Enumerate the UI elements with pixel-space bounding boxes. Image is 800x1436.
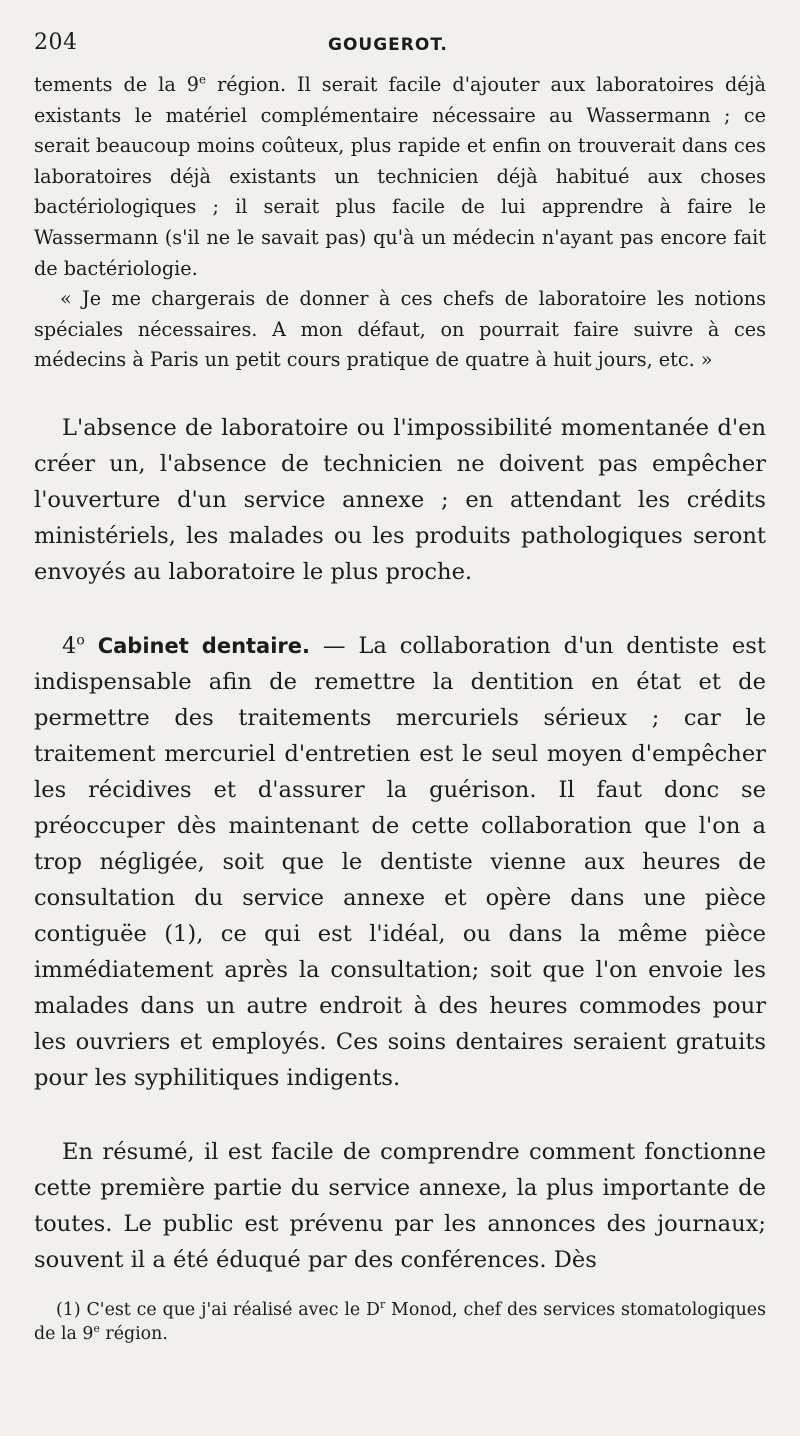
section-heading: Cabinet dentaire. [97, 633, 310, 658]
footnote-text: Monod, chef des services stomatologiques de la 9 [34, 1299, 766, 1344]
book-page [34, 30, 766, 1346]
section-text: , ce qui est l'idéal, ou dans la même pièce immédiatement après la consultation; soit que l'on envoie les malades dans un autre endroit à des heures commodes pour les ouvriers et employés. Ces soins dentaires seraient gratuits pour les syphilitiques indigents. [34, 920, 766, 1091]
paragraph-continuation [34, 70, 766, 284]
paragraph-text: tements de la 9 [34, 73, 200, 96]
footnote-sup: r [380, 1298, 386, 1312]
footnote-sup: e [93, 1322, 100, 1336]
paragraph-text: région. Il serait facile d'ajouter aux laboratoires déjà existants le matériel complémentaire nécessaire au Wassermann ; ce serait beaucoup moins coûteux, plus rapide et enfin on trouverait dans ces laboratoires déjà existants un technicien déjà habitué aux choses bactériologiques ; il serait plus facile de lui apprendre à faire le Wassermann (s'il ne le savait pas) qu'à un médecin n'ayant pas encore fait de bactériologie. [34, 73, 766, 280]
page-header [34, 30, 766, 70]
page-number: 204 [34, 30, 78, 55]
paragraph-quote: « Je me chargerais de donner à ces chefs de laboratoire les notions spéciales nécessaires. A mon défaut, on pourrait faire suivre à ces médecins à Paris un petit cours pratique de quatre à huit jours, etc. » [34, 287, 766, 372]
section-dental-office [34, 628, 766, 1096]
section-number-sup: o [76, 632, 85, 649]
footnote-text: (1) C'est ce que j'ai réalisé avec le D [56, 1299, 380, 1320]
footnote-text: région. [99, 1323, 168, 1344]
section-number: 4 [62, 632, 77, 659]
paragraph-summary: En résumé, il est facile de comprendre comment fonctionne cette première partie du service annexe, la plus importante de toutes. Le public est prévenu par les annonces des journaux; souvent il a été éduqué par des conférences. Dès [34, 1138, 766, 1273]
superscript: e [199, 72, 207, 87]
section-text: — La collaboration d'un dentiste est indispensable afin de remettre la dentition en état et de permettre des traitements mercuriels sérieux ; car le traitement mercuriel d'entretien est le seul moyen d'empêcher les récidives et d'assurer la guérison. Il faut donc se préoccuper dès maintenant de cette collaboration que l'on a trop négligée, soit que le dentiste vienne aux heures de consultation du service annexe et opère dans une pièce contiguëe [34, 632, 766, 947]
paragraph-laboratory-absence: L'absence de laboratoire ou l'impossibilité momentanée d'en créer un, l'absence de technicien ne doivent pas empêcher l'ouverture d'un service annexe ; en attendant les crédits ministériels, les malades ou les produits pathologiques seront envoyés au laboratoire le plus proche. [34, 414, 766, 585]
footnote [34, 1298, 766, 1346]
footnote-reference: (1) [164, 920, 197, 947]
running-title: GOUGEROT. [328, 35, 448, 55]
